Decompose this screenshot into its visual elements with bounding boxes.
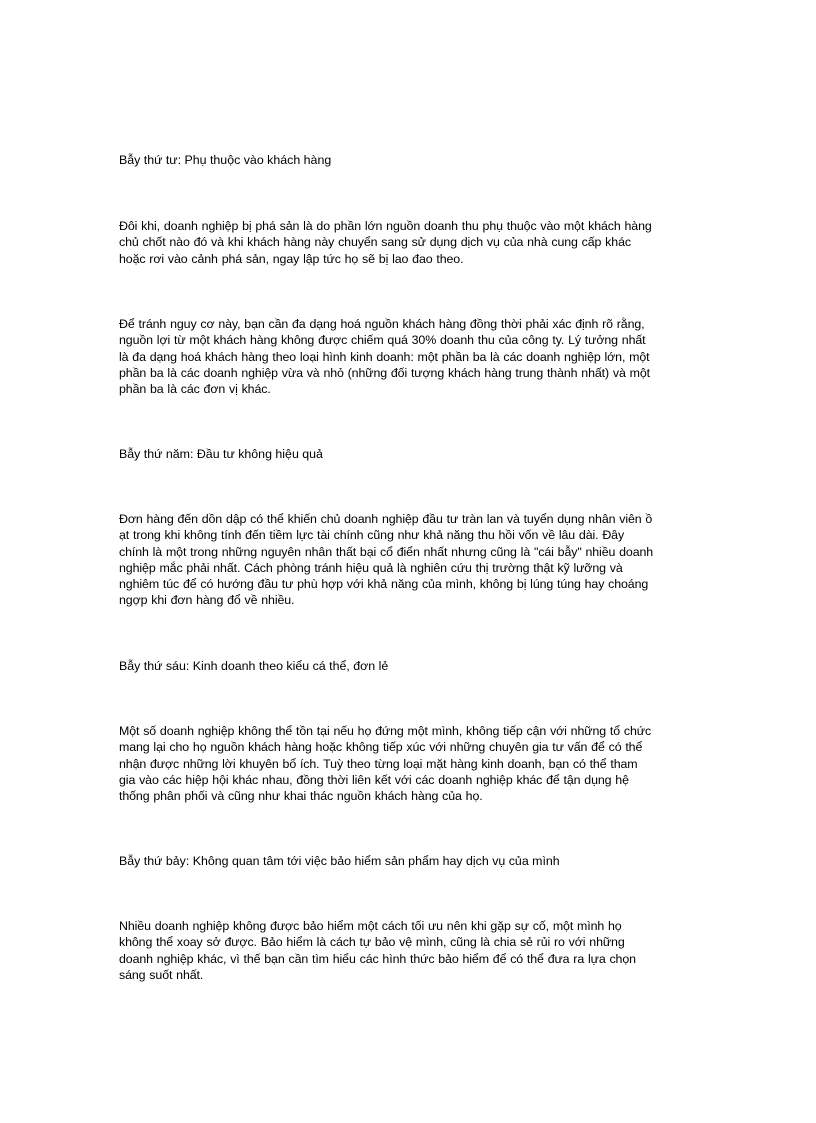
- paragraph-line: hoặc rơi vào cảnh phá sản, ngay lập tức họ sẽ bị lao đao theo.: [119, 251, 464, 266]
- paragraph-line: không thể xoay sở được. Bảo hiểm là cách tự bảo vệ mình, cũng là chia sẻ rủi ro với những: [119, 935, 625, 950]
- paragraph-line: là đa dạng hoá khách hàng theo loại hình kinh doanh: một phần ba là các doanh nghiệp lớn, một: [119, 349, 650, 364]
- paragraph-line: ngợp khi đơn hàng đổ về nhiều.: [119, 593, 295, 608]
- paragraph-line: nguồn lợi từ một khách hàng không được chiếm quá 30% doanh thu của công ty. Lý tưởng nhất: [119, 333, 646, 348]
- paragraph: [119, 723, 699, 804]
- paragraph-line: phần ba là các doanh nghiệp vừa và nhỏ (những đối tượng khách hàng trung thành nhất) và một: [119, 365, 650, 380]
- paragraph-line: gia vào các hiệp hội khác nhau, đồng thời liên kết với các doanh nghiệp khác để tận dụng hệ: [119, 772, 629, 787]
- paragraph: [119, 218, 699, 267]
- paragraph-line: Đôi khi, doanh nghiệp bị phá sản là do phần lớn nguồn doanh thu phụ thuộc vào một khách hàng: [119, 219, 652, 233]
- paragraph-line: mang lại cho họ nguồn khách hàng hoặc không tiếp xúc với những chuyên gia tư vấn để có thể: [119, 740, 643, 755]
- section-heading: Bẫy thứ năm: Đầu tư không hiệu quả: [119, 447, 323, 461]
- paragraph-line: Một số doanh nghiệp không thể tồn tại nếu họ đứng một mình, không tiếp cận với những tổ chức: [119, 724, 652, 738]
- paragraph-line: doanh nghiệp khác, vì thế bạn cần tìm hiểu các hình thức bảo hiểm để có thể đưa ra lựa chọn: [119, 951, 636, 966]
- section-heading: Bẫy thứ bảy: Không quan tâm tới việc bảo hiểm sản phẩm hay dịch vụ của mình: [119, 854, 560, 868]
- paragraph-line: nhận được những lời khuyên bổ ích. Tuỳ theo từng loại mặt hàng kinh doanh, bạn có thể tham: [119, 756, 638, 771]
- paragraph-line: nghiêm túc để có hướng đầu tư phù hợp với khả năng của mình, không bị lúng túng hay choáng: [119, 577, 649, 592]
- paragraph-line: Nhiều doanh nghiệp không được bảo hiểm một cách tối ưu nên khi gặp sự cố, một mình họ: [119, 919, 622, 933]
- paragraph-line: chính là một trong những nguyên nhân thất bại cổ điển nhất nhưng cũng là "cái bẫy" nhiều doanh: [119, 544, 654, 559]
- paragraph-line: chủ chốt nào đó và khi khách hàng này chuyển sang sử dụng dịch vụ của nhà cung cấp khác: [119, 235, 631, 250]
- paragraph-line: nghiệp mắc phải nhất. Cách phòng tránh hiệu quả là nghiên cứu thị trường thật kỹ lưỡng và: [119, 560, 623, 575]
- paragraph-line: Đơn hàng đến dồn dập có thể khiến chủ doanh nghiệp đầu tư tràn lan và tuyển dụng nhân viên ồ: [119, 512, 653, 526]
- paragraph-line: ạt trong khi không tính đến tiềm lực tài chính cũng như khả năng thu hồi vốn về lâu dài. Đây: [119, 528, 625, 543]
- paragraph: [119, 918, 699, 983]
- section-heading: Bẫy thứ tư: Phụ thuộc vào khách hàng: [119, 153, 332, 167]
- paragraph-line: phần ba là các đơn vị khác.: [119, 382, 271, 397]
- paragraph: [119, 316, 699, 397]
- paragraph-line: Để tránh nguy cơ này, bạn cần đa dạng hoá nguồn khách hàng đồng thời phải xác định rõ rằng,: [119, 317, 645, 331]
- paragraph: [119, 511, 699, 609]
- paragraph-line: thống phân phối và cũng như khai thác nguồn khách hàng của họ.: [119, 789, 483, 804]
- paragraph-line: sáng suốt nhất.: [119, 967, 204, 982]
- section-heading: Bẫy thứ sáu: Kinh doanh theo kiểu cá thể, đơn lẻ: [119, 659, 389, 673]
